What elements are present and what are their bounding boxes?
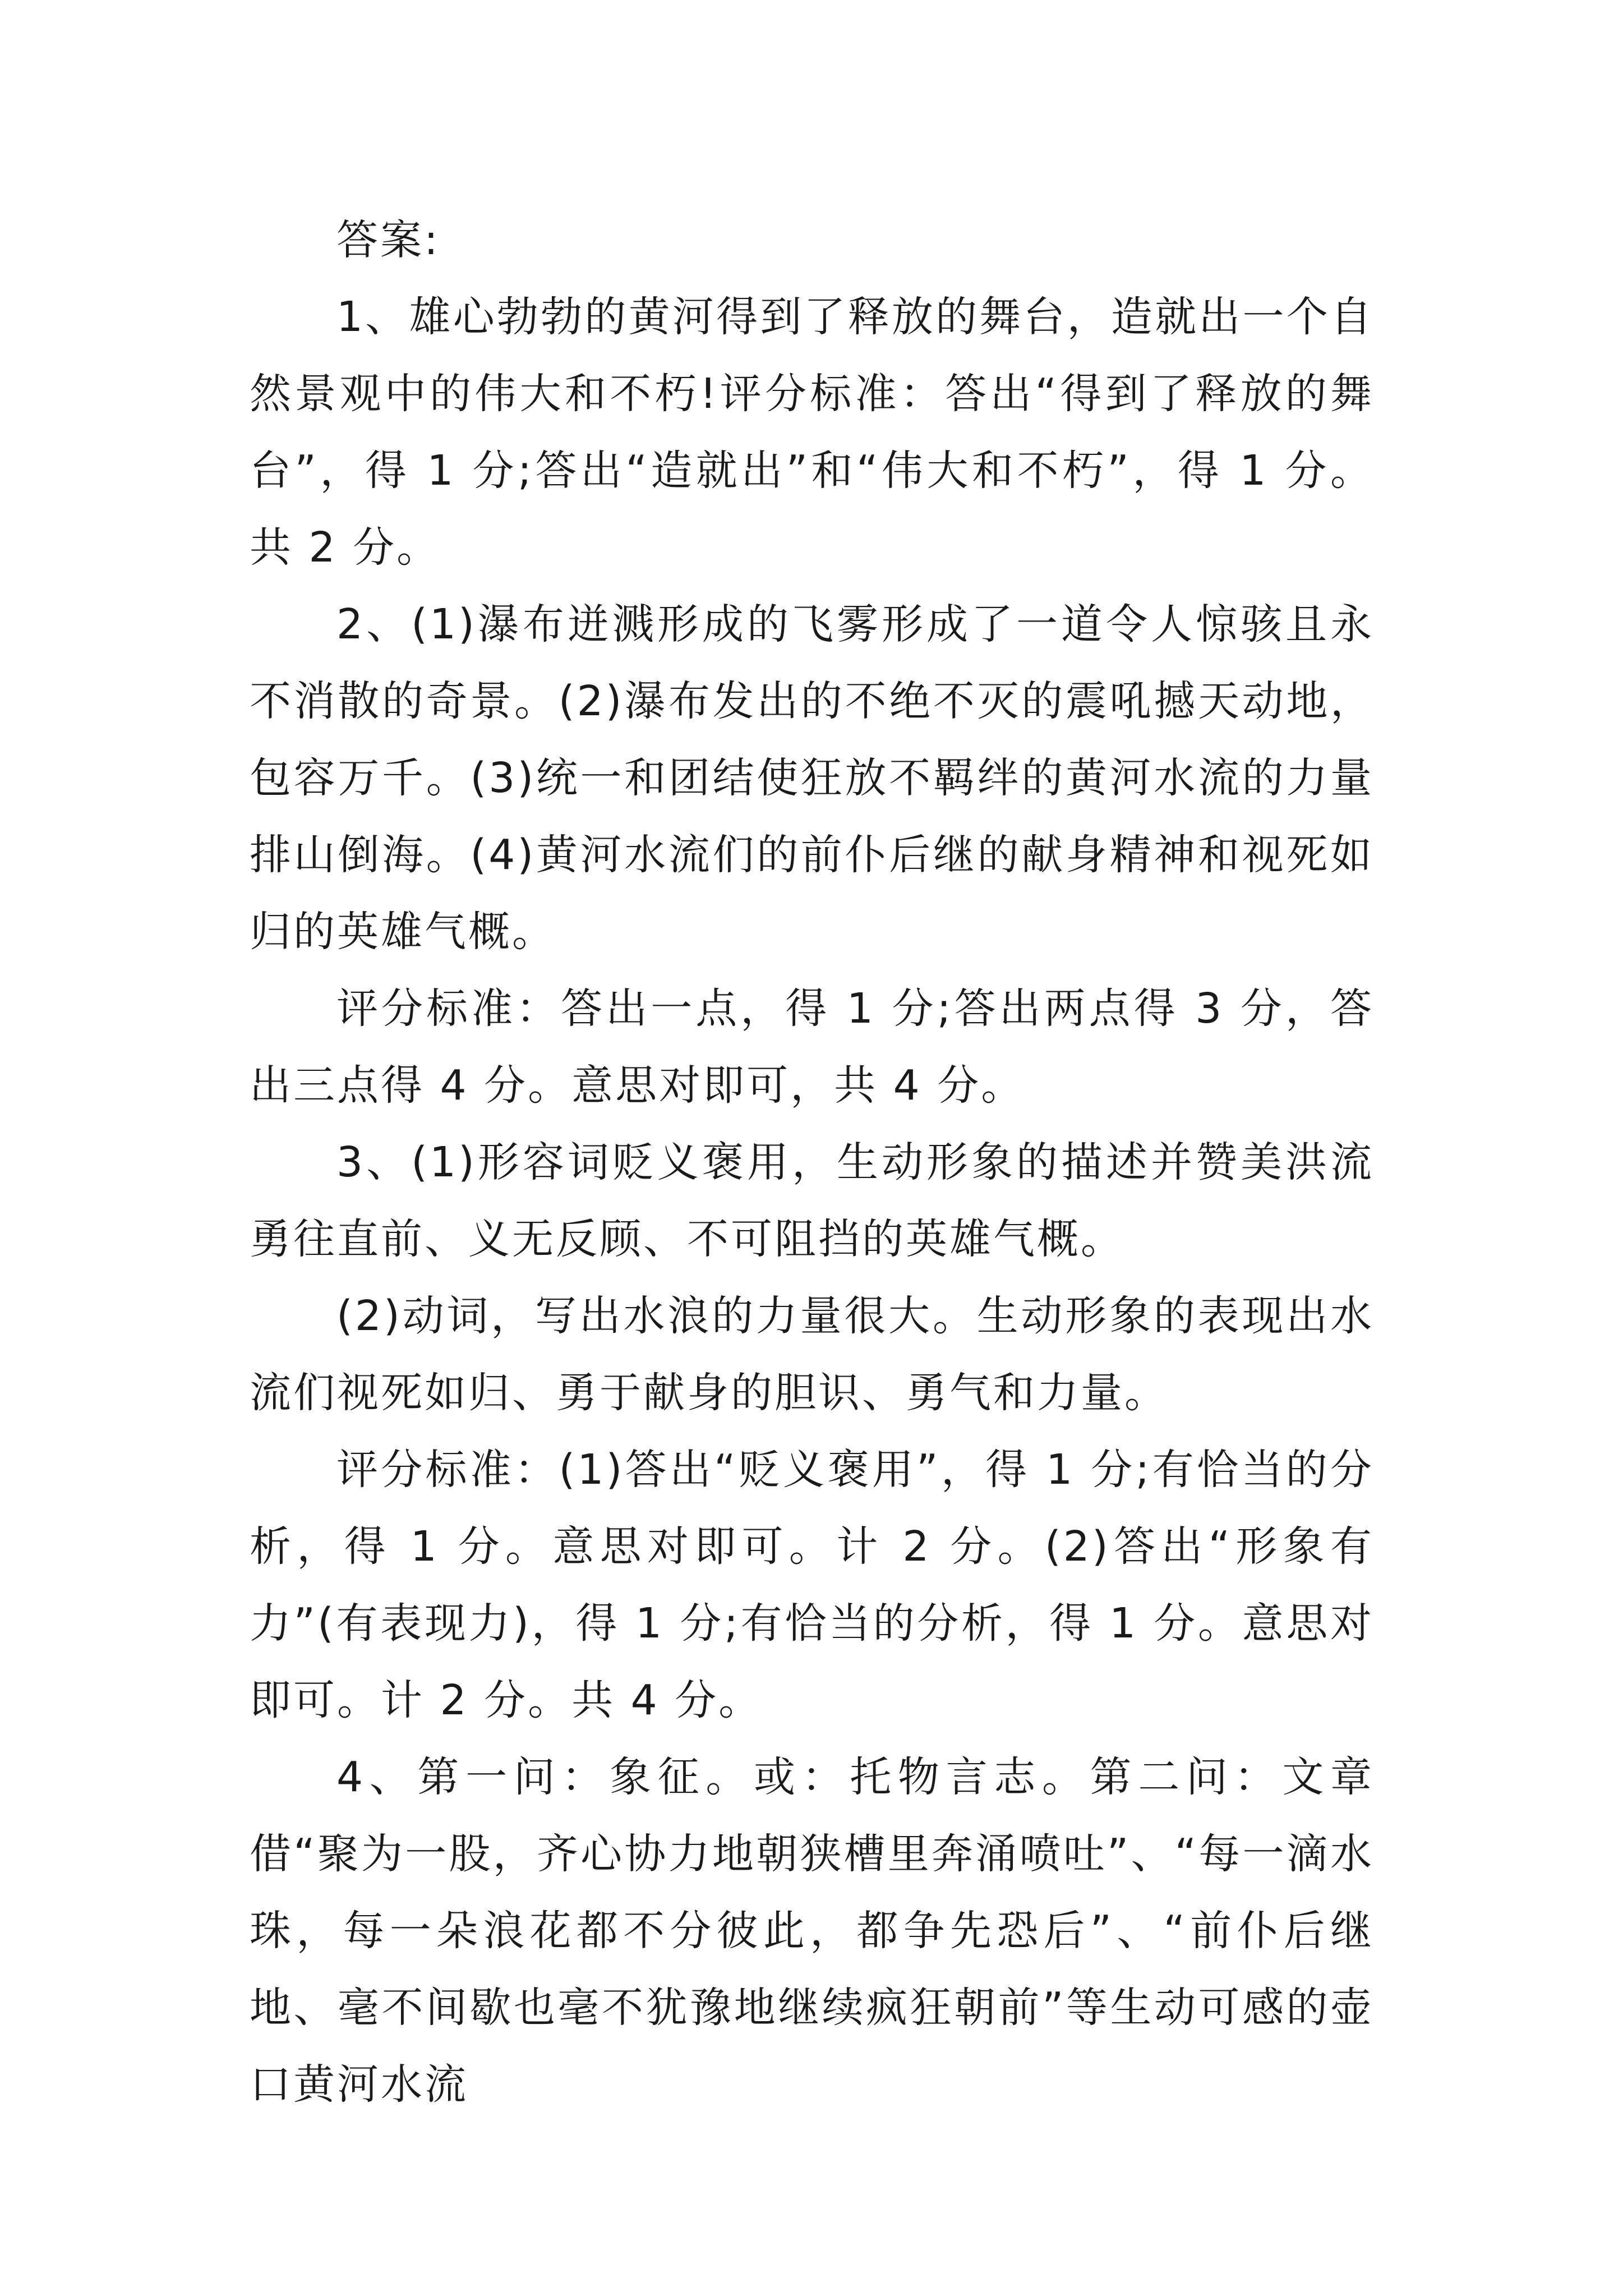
answer-2-scoring-paragraph: 评分标准：答出一点，得 1 分;答出两点得 3 分，答出三点得 4 分。意思对即可，共 4 分。	[250, 984, 1374, 1110]
answer-3-part-2-paragraph: (2)动词，写出水浪的力量很大。生动形象的表现出水流们视死如归、勇于献身的胆识、勇气和力量。	[250, 1292, 1374, 1417]
answer-2-paragraph: 2、(1)瀑布迸溅形成的飞雾形成了一道令人惊骇且永不消散的奇景。(2)瀑布发出的不绝不灭的震吼撼天动地，包容万千。(3)统一和团结使狂放不羁绊的黄河水流的力量排山倒海。(4)黄河水流们的前仆后继的献身精神和视死如归的英雄气概。	[250, 600, 1374, 956]
answer-1-paragraph: 1、雄心勃勃的黄河得到了释放的舞台，造就出一个自然景观中的伟大和不朽!评分标准：答出“得到了释放的舞台”，得 1 分;答出“造就出”和“伟大和不朽”，得 1 分。共 2 分。	[250, 293, 1374, 572]
answer-3-part-1-paragraph: 3、(1)形容词贬义褒用，生动形象的描述并赞美洪流勇往直前、义无反顾、不可阻挡的英雄气概。	[250, 1138, 1374, 1263]
answer-3-scoring-paragraph: 评分标准：(1)答出“贬义褒用”，得 1 分;有恰当的分析，得 1 分。意思对即可。计 2 分。(2)答出“形象有力”(有表现力)，得 1 分;有恰当的分析，得 1 分。意思对即可。计 2 分。共 4 分。	[250, 1446, 1374, 1724]
answer-heading: 答案:	[336, 216, 440, 264]
answer-4-paragraph: 4、第一问：象征。或：托物言志。第二问：文章借“聚为一股，齐心协力地朝狭槽里奔涌喷吐”、“每一滴水珠，每一朵浪花都不分彼此，都争先恐后”、“前仆后继地、毫不间歇也毫不犹豫地继续疯狂朝前”等生动可感的壶口黄河水流	[250, 1753, 1374, 2109]
answer-text-block	[250, 202, 1374, 2123]
